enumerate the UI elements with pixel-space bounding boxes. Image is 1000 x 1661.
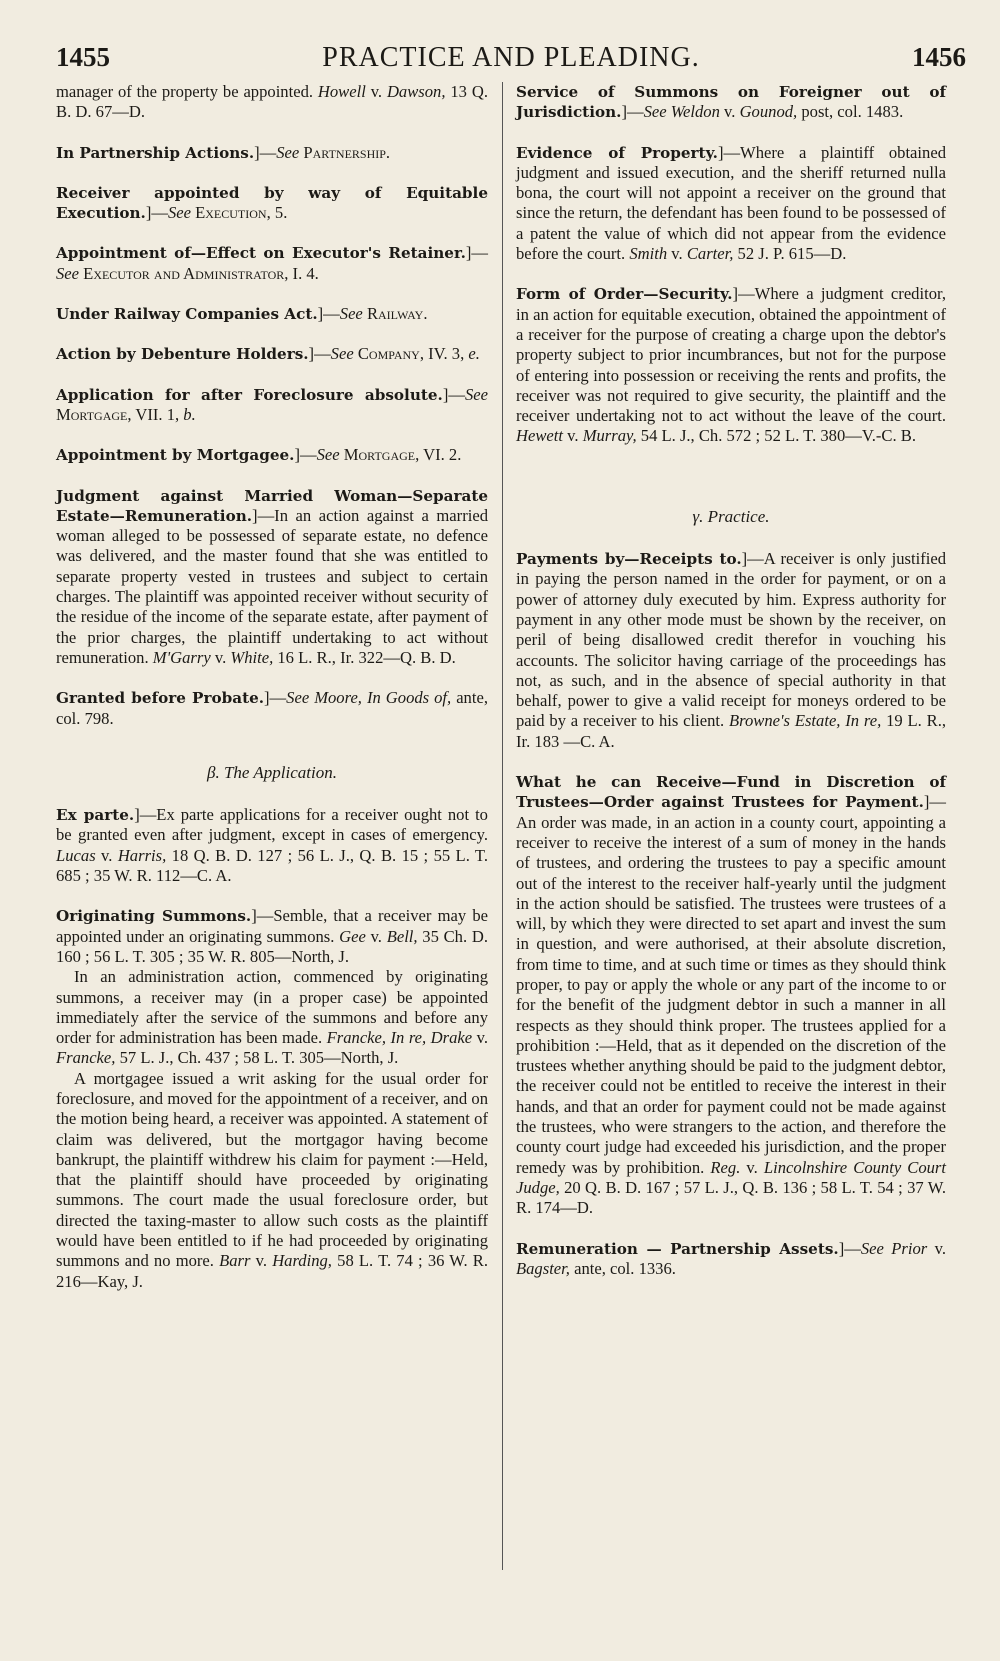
entry-paragraph: [56, 967, 488, 1068]
entry-text: v.: [719, 102, 740, 122]
citation: 16 L. R., Ir. 322—Q. B. D.: [273, 647, 456, 667]
case-name: See Moore, In Goods of,: [286, 688, 452, 708]
entry-text: ]—Semble, that a receiver may be appointed under an originating summons.: [56, 906, 489, 946]
entry-text: v.: [365, 82, 387, 101]
case-name: Howell: [317, 82, 366, 101]
entry-heading: Originating Summons.: [56, 907, 252, 926]
case-name: Dawson,: [386, 82, 446, 101]
case-name: Francke, In re, Drake: [326, 1028, 473, 1048]
cross-reference: Railway.: [362, 304, 428, 324]
case-name: Carter,: [686, 244, 734, 264]
citation: 54 L. J., Ch. 572 ; 52 L. T. 380—V.-C. B.: [636, 426, 916, 446]
citation: ante, col. 798.: [56, 688, 488, 728]
cross-reference: Executor and Administrator,: [79, 263, 289, 283]
case-name: Reg.: [710, 1157, 741, 1177]
running-header: [56, 42, 966, 82]
citation: 18 Q. B. D. 127 ; 56 L. J., Q. B. 15 ; 55 L. T. 685 ; 35 W. R. 112—C. A.: [56, 845, 488, 886]
entry-partnership-actions: [56, 143, 488, 163]
entry-text: VII. 1,: [131, 404, 184, 424]
entry-heading: What he can Receive—Fund in Discretion of Trustees—Order against Trustees for Payment.: [516, 773, 946, 812]
entry-heading: Under Railway Companies Act.: [56, 305, 318, 324]
entry-heading: Appointment of—Effect on Executor's Retainer.: [56, 244, 466, 263]
entry-text: ]—Where a plaintiff obtained judgment and issued execution, and the sheriff returned nulla bona, the court will not appoint a receiver on the ground that since the return, the defendant has been found to be possessed of a patent the value of which did not appear from the evidence before the court.: [516, 142, 946, 264]
entry-text: v.: [365, 926, 387, 946]
case-name: See Weldon: [643, 102, 720, 122]
entry-heading: Ex parte.: [56, 806, 135, 825]
entry-continuation: [56, 82, 488, 123]
case-name: M'Garry: [152, 647, 211, 667]
see-word: See: [464, 384, 488, 404]
cross-reference: Mortgage,: [56, 404, 132, 424]
entry-foreclosure-absolute: [56, 385, 488, 426]
citation: 13 Q. B. D. 67—D.: [56, 82, 488, 122]
entry-text: e.: [468, 344, 480, 364]
cross-reference: Company,: [353, 344, 424, 364]
citation: post, col. 1483.: [797, 102, 904, 122]
entry-heading: Granted before Probate.: [56, 689, 265, 708]
entry-heading: Remuneration — Partnership Assets.: [516, 1239, 839, 1258]
case-name: Lucas: [56, 845, 96, 865]
running-title: PRACTICE AND PLEADING.: [322, 42, 700, 73]
entry-text: v.: [472, 1028, 488, 1048]
entry-text: v.: [95, 845, 118, 865]
case-name: Bagster,: [516, 1258, 570, 1278]
entry-text: ]—In an action against a married woman alleged to be possessed of separate estate, no defence was delivered, and the master found that she was entitled to separate property vested in trustees and subject to certain charges. The plaintiff was appointed receiver without security of the residue of the income of the separate estate, after payment of the prior charges, the plaintiff undertaking to act without remuneration.: [56, 505, 488, 667]
entry-text: v.: [927, 1238, 946, 1258]
case-name: Barr: [219, 1251, 251, 1271]
entry-heading: In Partnership Actions.: [56, 143, 255, 162]
entry-text: v.: [740, 1157, 764, 1177]
entry-railway-companies: [56, 304, 488, 324]
entry-heading: Action by Debenture Holders.: [56, 345, 309, 364]
citation: 58 L. T. 74 ; 36 W. R. 216—Kay, J.: [56, 1251, 488, 1291]
entry-originating-summons: [56, 906, 488, 967]
entry-married-woman: [56, 486, 488, 669]
case-name: Harding,: [272, 1251, 332, 1271]
entry-text: b.: [183, 404, 196, 424]
case-name: Gounod,: [739, 102, 798, 122]
citation: 57 L. J., Ch. 437 ; 58 L. T. 305—North, J.: [115, 1048, 399, 1068]
entry-heading: Evidence of Property.: [516, 143, 718, 162]
left-column: [56, 82, 502, 1299]
entry-heading: Service of Summons on Foreigner out of Jurisdiction.: [516, 83, 946, 122]
see-word: See: [167, 203, 191, 223]
column-number-right: 1456: [912, 42, 966, 72]
entry-remuneration-partnership: [516, 1239, 946, 1280]
entry-text: VI. 2.: [419, 445, 462, 465]
column-divider: [502, 82, 503, 1570]
entry-heading: Appointment by Mortgagee.: [56, 446, 295, 465]
citation: 20 Q. B. D. 167 ; 57 L. J., Q. B. 136 ; 58 L. T. 54 ; 37 W. R. 174—D.: [516, 1177, 946, 1218]
cross-reference: Execution,: [190, 203, 271, 223]
entry-text: ]—: [465, 243, 488, 263]
entry-text: ]—A receiver is only justified in paying the person named in the order for payment, or on a power of attorney duly executed by him. Express authority for payment in any other mode must be shown by the receiver, on peril of being disallowed credit therefor in vouching his accounts. The solicitor having carriage of the proceedings has not, as such, and in the absence of special authority in that behalf, power to give a valid receipt for moneys ordered to be paid by a receiver to his client.: [516, 549, 946, 731]
entry-equitable-execution: [56, 183, 488, 224]
entry-debenture-holders: [56, 344, 488, 364]
entry-payments-receipts: [516, 549, 946, 752]
column-number-left: 1455: [56, 42, 110, 72]
citation: 19 L. R., Ir. 183 —C. A.: [516, 711, 947, 751]
entry-text: I. 4.: [288, 263, 319, 283]
entry-text: ]—: [264, 688, 287, 708]
case-name: Murray,: [582, 426, 637, 446]
case-name: Browne's Estate, In re,: [729, 711, 882, 731]
case-name: White,: [230, 647, 274, 667]
cross-reference: Mortgage,: [339, 445, 420, 465]
entry-text: v.: [563, 426, 583, 446]
entry-heading: Application for after Foreclosure absolute.: [56, 385, 443, 404]
entry-text: ]—Where a judgment creditor, in an action for equitable execution, obtained the appointment of a receiver for the purpose of creating a charge upon the debtor's property subject to prior incumbrances, but not for the purpose of entering into possession or receiving the rents and profits, the receiver was not required to give security, the plaintiff and the receiver undertaking not to act without the leave of the court.: [516, 284, 947, 426]
entry-text: v.: [210, 647, 231, 667]
case-name: Harris,: [117, 845, 167, 865]
entry-text: ]—: [442, 384, 465, 404]
citation: 52 J. P. 615—D.: [733, 244, 847, 264]
entry-appointment-by-mortgagee: [56, 445, 488, 465]
entry-heading: Form of Order—Security.: [516, 285, 733, 304]
case-name: Lincolnshire County Court Judge,: [516, 1157, 946, 1197]
entry-text: In an administration action, commenced by originating summons, a receiver may (in a proper case) be appointed immediately after the service of the summons and before any order for administration has been made.: [56, 967, 488, 1048]
case-name: Gee: [339, 926, 366, 946]
entry-text: 5.: [270, 203, 288, 223]
entry-form-of-order: [516, 284, 946, 446]
entry-heading: Payments by—Receipts to.: [516, 550, 742, 569]
case-name: See Prior: [860, 1238, 928, 1258]
case-name: Bell,: [386, 926, 418, 946]
entry-heading: Receiver appointed by way of Equitable Execution.: [56, 183, 488, 223]
see-word: See: [276, 142, 300, 162]
entry-text: ]—: [621, 102, 644, 122]
entry-executor-retainer: [56, 243, 488, 284]
entry-before-probate: [56, 688, 488, 729]
entry-text: IV. 3,: [423, 344, 469, 364]
entry-text: ]—: [838, 1238, 861, 1258]
cross-reference: Partnership.: [299, 142, 391, 162]
entry-text: ]—: [254, 142, 277, 162]
entry-text: ]—Ex parte applications for a receiver ought not to be granted even after judgment, except in cases of emergency.: [56, 805, 488, 845]
see-word: See: [339, 304, 363, 324]
section-subheading: β. The Application.: [207, 762, 337, 782]
entry-text: v.: [667, 244, 687, 264]
citation: 35 Ch. D. 160 ; 56 L. T. 305 ; 35 W. R. 805—North, J.: [56, 926, 488, 966]
right-column: [502, 82, 946, 1299]
entry-ex-parte: [56, 805, 488, 886]
entry-text: ]—: [145, 203, 168, 223]
case-name: Hewett: [516, 426, 564, 446]
entry-what-he-can-receive: [516, 772, 946, 1219]
section-subheading: γ. Practice.: [692, 506, 770, 526]
entry-paragraph: [56, 1069, 488, 1292]
entry-text: ]—: [317, 304, 340, 324]
entry-text: A mortgagee issued a writ asking for the usual order for foreclosure, and moved for the appointment of a receiver, and on the motion being heard, a receiver was appointed. A statement of claim was delivered, but the mortgagor having become bankrupt, the plaintiff withdrew his claim for payment :—Held, that the plaintiff should have proceeded by originating summons. The court made the usual foreclosure order, but directed the taxing-master to allow such costs as the plaintiff would have been entitled to if he had proceeded by originating summons and no more.: [56, 1068, 488, 1271]
entry-heading: Judgment against Married Woman—Separate Estate—Remuneration.: [56, 486, 488, 525]
see-word: See: [330, 344, 354, 364]
entry-text: manager of the property be appointed.: [56, 82, 318, 101]
entry-text: v.: [250, 1251, 273, 1271]
case-name: Francke,: [56, 1048, 116, 1068]
entry-evidence-of-property: [516, 143, 946, 265]
entry-text: ]—: [294, 445, 317, 465]
entry-text: ]—: [308, 344, 331, 364]
see-word: See: [316, 445, 340, 465]
entry-text: ]—An order was made, in an action in a county court, appointing a receiver to receive the interest of a sum of money in the hands of trustees, and ordering the trustees to pay a specific amount out of the interest to the receiver half-yearly until the judgment in the action should be satisfied. The trustees were trustees of a will, by which they were directed to set apart and invest the sum in question, and were authorised, at their absolute discretion, from time to time, and at such time or times as they should think proper, to pay or apply the whole or any part of the income to or for the benefit of the judgment debtor in such a manner in all respects as they should think proper. The trustees applied for a prohibition :—Held, that as it depended on the discretion of the trustees whether anything should be paid to the judgment debtor, the receiver could not be entitled to receive the interest in their hands, and that an order for payment could not be made against the trustees, who were strangers to the action, and therefore the county court judge had exceeded his jurisdiction, and the proper remedy was by prohibition.: [516, 792, 946, 1177]
see-word: See: [56, 263, 80, 283]
two-column-body: [56, 82, 966, 1299]
entry-service-foreigner: [516, 82, 946, 123]
case-name: Smith: [629, 244, 668, 264]
citation: ante, col. 1336.: [569, 1258, 676, 1278]
